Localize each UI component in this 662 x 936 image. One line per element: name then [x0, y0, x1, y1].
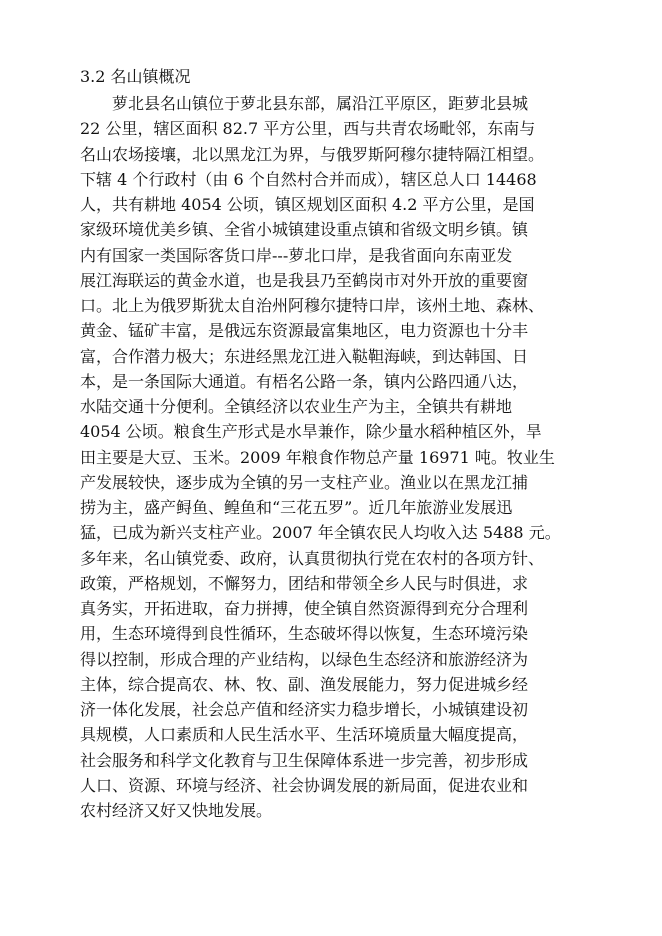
paragraph-line: 家级环境优美乡镇、全省小城镇建设重点镇和省级文明乡镇。镇	[80, 220, 529, 240]
paragraph-line: 萝北县名山镇位于萝北县东部，属沿江平原区，距萝北县城	[112, 94, 529, 113]
paragraph-line: 田主要是大豆、玉米。2009 年粮食作物总产量 16971 吨。牧业生	[80, 447, 555, 467]
paragraph-line: 人口、资源、环境与经济、社会协调发展的新局面，促进农业和	[80, 775, 529, 795]
section-heading: 3.2 名山镇概况	[80, 67, 191, 86]
paragraph-line: 22 公里，辖区面积 82.7 平方公里，西与共青农场毗邻，东南与	[80, 119, 536, 139]
paragraph-line: 真务实，开拓进取，奋力拼搏，使全镇自然资源得到充分合理利	[80, 599, 529, 618]
paragraph-line: 多年来，名山镇党委、政府，认真贯彻执行党在农村的各项方针、	[80, 548, 545, 568]
paragraph-line: 口。北上为俄罗斯犹太自治州阿穆尔捷特口岸，该州土地、森林、	[80, 296, 545, 315]
paragraph-line: 下辖 4 个行政村（由 6 个自然村合并而成），辖区总人口 14468	[80, 169, 537, 189]
paragraph-line: 产发展较快，逐步成为全镇的另一支柱产业。渔业以在黑龙江捕	[80, 472, 529, 492]
paragraph-line: 用，生态环境得到良性循环，生态破坏得以恢复，生态环境污染	[80, 624, 529, 644]
paragraph-line: 捞为主，盛产鲟鱼、鳇鱼和“三花五罗”。近几年旅游业发展迅	[80, 498, 513, 517]
paragraph-line: 展江海联运的黄金水道，也是我县乃至鹤岗市对外开放的重要窗	[80, 270, 529, 290]
paragraph-line: 内有国家一类国际客货口岸---萝北口岸，是我省面向东南亚发	[80, 245, 513, 265]
paragraph-line: 政策，严格规划，不懈努力，团结和带领全乡人民与时俱进，求	[80, 573, 529, 593]
paragraph-line: 4054 公顷。粮食生产形式是水旱兼作，除少量水稻种植区外，旱	[80, 422, 542, 442]
paragraph-line: 名山农场接壤，北以黑龙江为界，与俄罗斯阿穆尔捷特隔江相望。	[80, 144, 545, 164]
paragraph-line: 济一体化发展，社会总产值和经济实力稳步增长，小城镇建设初	[80, 700, 529, 719]
paragraph-line: 富，合作潜力极大；东进经黑龙江进入鞑靼海峡，到达韩国、日	[80, 346, 529, 366]
paragraph-line: 人，共有耕地 4054 公顷，镇区规划区面积 4.2 平方公里，是国	[80, 195, 535, 214]
paragraph-line: 水陆交通十分便利。全镇经济以农业生产为主，全镇共有耕地	[80, 397, 513, 416]
paragraph-line: 猛，已成为新兴支柱产业。2007 年全镇农民人均收入达 5488 元。	[80, 523, 561, 543]
paragraph-line: 主体，综合提高农、林、牧、副、渔发展能力，努力促进城乡经	[80, 674, 529, 694]
paragraph-line: 具规模，人口素质和人民生活水平、生活环境质量大幅度提高，	[80, 725, 529, 745]
paragraph-line: 黄金、锰矿丰富，是俄远东资源最富集地区，电力资源也十分丰	[80, 321, 529, 341]
paragraph-line: 社会服务和科学文化教育与卫生保障体系进一步完善，初步形成	[80, 750, 529, 770]
section-body	[80, 91, 600, 823]
paragraph-line: 本，是一条国际大通道。有梧名公路一条，镇内公路四通八达，	[80, 371, 529, 391]
paragraph-line: 农村经济又好又快地发展。	[80, 801, 273, 820]
paragraph-line: 得以控制，形成合理的产业结构，以绿色生态经济和旅游经济为	[80, 649, 529, 669]
